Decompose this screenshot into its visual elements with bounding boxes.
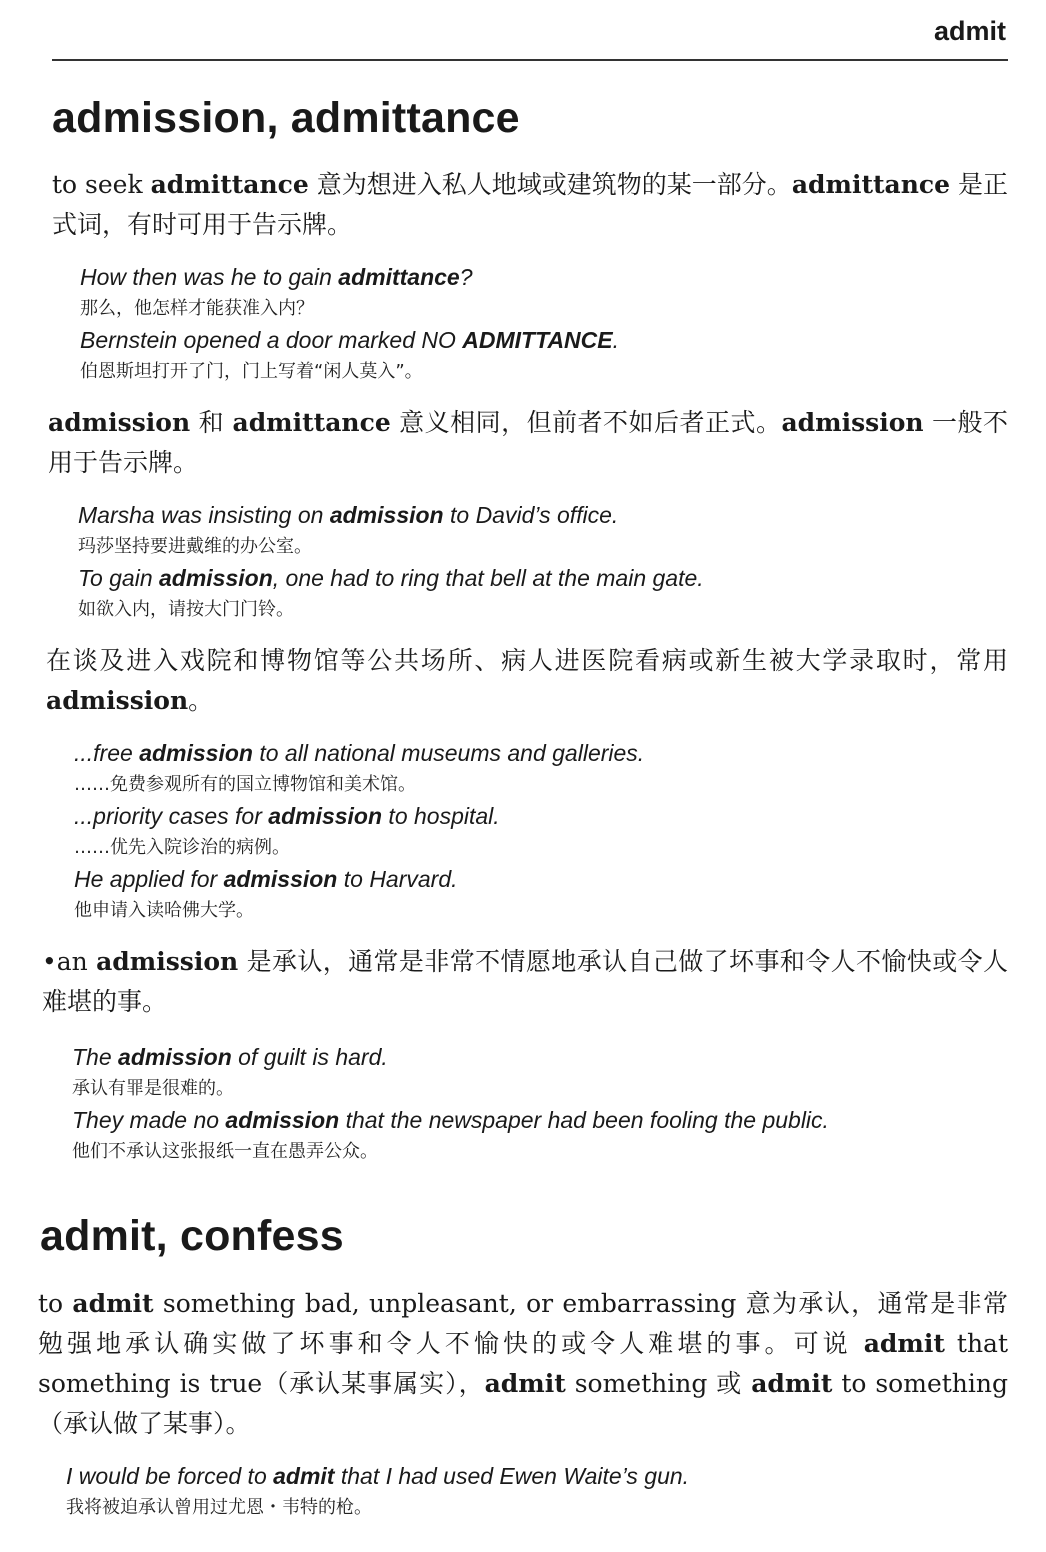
example-sentence [74,863,1008,895]
text-run: How then was he to gain [80,264,339,290]
text-run: . [612,327,620,353]
text-run: 一般不用于告示牌。 [48,408,1008,477]
example-sentence [72,1041,1008,1073]
text-run: , one had to ring that bell at the main gate. [272,565,704,591]
example-translation: 如欲入内，请按大门门铃。 [78,599,294,620]
text-run: •an [42,947,97,976]
text-run: that something is true（承认某事属实）， [38,1329,1008,1398]
definition-paragraph [52,165,1008,245]
text-run: 在谈及进入戏院和博物馆等公共场所、病人进医院看病或新生被大学录取时，常用 [46,646,1008,675]
text-run: of guilt is hard. [231,1044,388,1070]
headword-emphasis: admission [329,502,444,528]
text-run: He applied for [74,866,224,892]
definition-paragraph [38,1284,1008,1444]
example-translation: 他们不承认这张报纸一直在愚弄公众。 [72,1141,378,1162]
headword-emphasis: admittance [232,408,391,437]
headword-emphasis: admittance [338,264,460,290]
example-group [72,1041,1008,1167]
text-run: 和 [190,408,233,437]
example-translation: ……免费参观所有的国立博物馆和美术馆。 [74,774,416,795]
example-translation: 玛莎坚持要进戴维的办公室。 [78,536,312,557]
entry-title: admission, admittance [52,94,520,142]
example-translation: 我将被迫承认曾用过尤恩・韦特的枪。 [66,1497,372,1518]
text-run: ...priority cases for [74,803,269,829]
headword-emphasis: admission [118,1044,232,1070]
headword-emphasis: admit [72,1289,154,1318]
text-run: to David’s office. [443,502,619,528]
text-run: Bernstein opened a door marked NO [80,327,463,353]
headword-emphasis: admission [268,803,383,829]
example-sentence [72,1104,1008,1136]
text-run: 。 [188,686,214,715]
headword-emphasis: admission [46,686,189,715]
headword-emphasis: admit [273,1463,335,1489]
text-run: 是承认，通常是非常不情愿地承认自己做了坏事和令人不愉快或令人难堪的事。 [42,947,1008,1016]
example-group [78,499,1008,625]
running-head: admit [933,16,1006,46]
text-run: 意义相同，但前者不如后者正式。 [390,408,782,437]
headword-emphasis: admission [225,1107,340,1133]
example-group [66,1460,1008,1523]
text-run: 是正式词，有时可用于告示牌。 [52,170,1009,239]
example-translation: 承认有罪是很难的。 [72,1078,234,1099]
definition-paragraph [46,641,1008,721]
text-run: that I had used Ewen Waite’s gun. [334,1463,690,1489]
example-sentence [74,737,1008,769]
example-group [80,261,1008,387]
headword-emphasis: admittance [150,170,309,199]
text-run: They made no [72,1107,226,1133]
example-sentence [78,562,1008,594]
example-group [74,737,1008,926]
text-run: to hospital. [382,803,500,829]
headword-emphasis: admit [484,1369,566,1398]
headword-emphasis: admittance [791,170,951,199]
text-run: to Harvard. [337,866,458,892]
headword-emphasis: admission [781,408,924,437]
headword-emphasis: admit [863,1329,945,1358]
example-translation: ……优先入院诊治的病例。 [74,837,290,858]
entry-title: admit, confess [40,1212,344,1260]
text-run: to seek [52,170,151,199]
text-run: to [38,1289,73,1318]
example-sentence [80,261,1008,293]
header-rule [52,59,1008,61]
headword-emphasis: admission [223,866,338,892]
text-run: ...free [74,740,140,766]
example-sentence [80,324,1008,356]
headword-emphasis: admit [751,1369,833,1398]
example-translation: 伯恩斯坦打开了门，门上写着“闲人莫入”。 [80,361,423,382]
headword-emphasis: ADMITTANCE [462,327,613,353]
text-run: Marsha was insisting on [78,502,330,528]
text-run: something bad, unpleasant, or embarrassing 意为承认，通常是非常勉强地承认确实做了坏事和令人不愉快的或令人难堪的事。可说 [38,1289,1008,1358]
text-run: to something（承认做了某事）。 [38,1369,1008,1438]
text-run: something 或 [565,1369,752,1398]
headword-emphasis: admission [48,408,191,437]
text-run: to all national museums and galleries. [252,740,645,766]
example-translation: 那么，他怎样才能获准入内？ [80,298,314,319]
example-sentence [78,499,1008,531]
text-run: To gain [78,565,159,591]
definition-paragraph [42,942,1008,1022]
definition-paragraph [48,403,1008,483]
text-run: 意为想进入私人地域或建筑物的某一部分。 [308,170,792,199]
example-translation: 他申请入读哈佛大学。 [74,900,254,921]
headword-emphasis: admission [139,740,253,766]
text-run: that the newspaper had been fooling the public. [339,1107,829,1133]
example-sentence [66,1460,1008,1492]
headword-emphasis: admission [159,565,273,591]
headword-emphasis: admission [96,947,239,976]
text-run: I would be forced to [66,1463,274,1489]
text-run: ? [459,264,473,290]
text-run: The [72,1044,119,1070]
example-sentence [74,800,1008,832]
